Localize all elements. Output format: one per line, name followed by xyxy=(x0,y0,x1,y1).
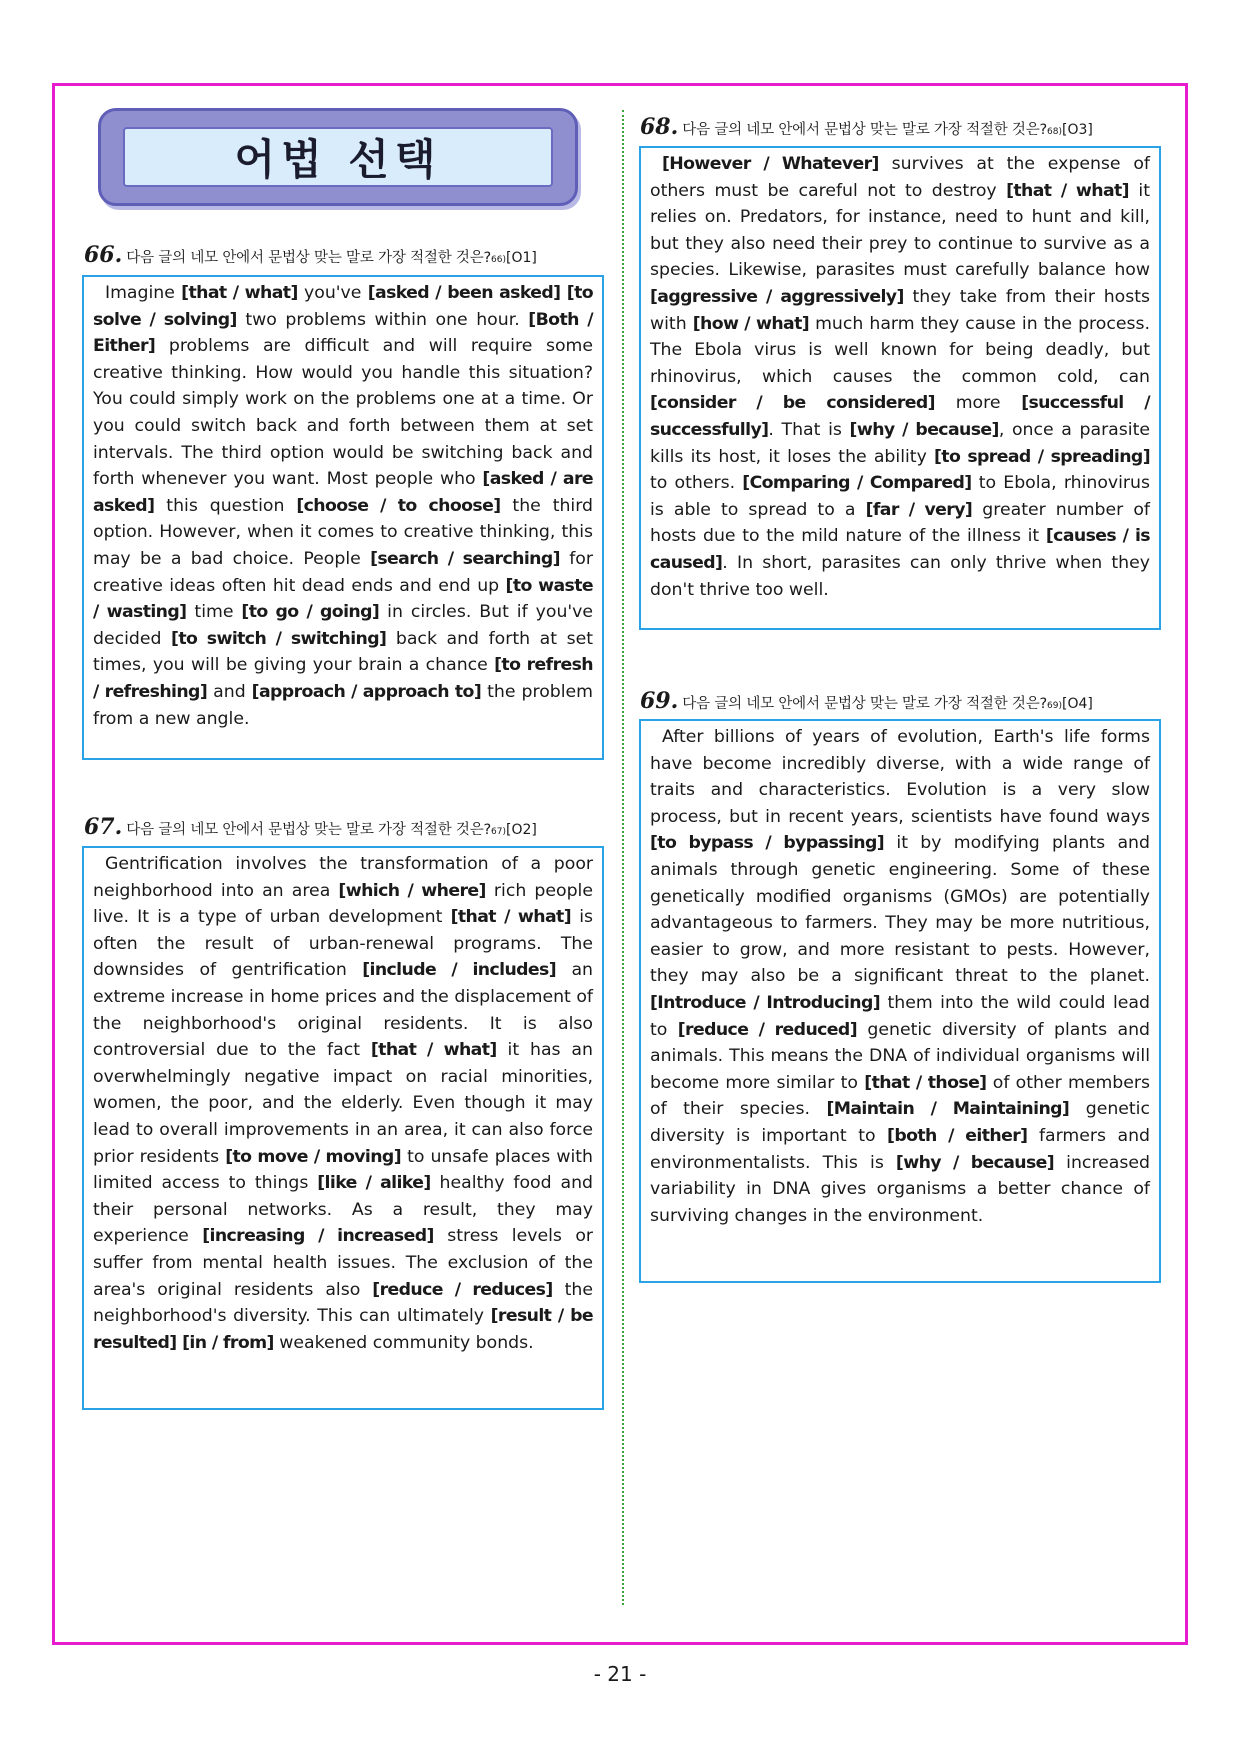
passage-text: you've xyxy=(297,283,368,303)
passage-text: the problem from a new angle. xyxy=(93,681,594,729)
grammar-choice: [that / what] xyxy=(370,1040,497,1061)
passage-text: Imagine xyxy=(105,283,182,303)
passage-text: genetic diversity is important to xyxy=(650,1099,1150,1146)
grammar-choice: [how / what] xyxy=(692,313,810,334)
passage-text: Gentrification involves the transformation of a poor neighborhood into an area xyxy=(93,854,593,901)
grammar-choice: [that / what] xyxy=(450,907,571,928)
grammar-choice: [that / what] xyxy=(1006,180,1129,201)
passage-text: it has an overwhelmingly negative impact on racial minorities, women, the poor, and the elderly. Even though it may lead to overall improvements in an area, it can also force prior residents xyxy=(93,1040,593,1167)
grammar-choice: [choose / to choose] xyxy=(296,495,501,516)
grammar-choice: [why / because] xyxy=(849,419,999,440)
grammar-choice: [reduce / reduced] xyxy=(677,1019,857,1040)
page-number: - 21 - xyxy=(593,1662,647,1686)
grammar-choice: [why / because] xyxy=(895,1152,1055,1173)
passage-text: to others. xyxy=(650,473,743,494)
question-ref: 69) xyxy=(1047,701,1062,711)
passage-text: farmers and environmentalists. This is xyxy=(650,1125,1150,1173)
passage-text: genetic diversity of plants and animals. This means the DNA of individual organisms will become more similar to xyxy=(650,1019,1150,1093)
grammar-choice: [Maintain / Maintaining] xyxy=(826,1099,1070,1120)
question-ref: 67) xyxy=(491,827,506,837)
grammar-choice: [Comparing / Compared] xyxy=(742,473,972,494)
question-ref: 66) xyxy=(491,255,506,265)
grammar-choice: [causes / is caused] xyxy=(650,526,1150,573)
grammar-choice: [reduce / reduces] xyxy=(372,1279,553,1300)
question-69-passage xyxy=(639,719,1161,1283)
question-code: [O4] xyxy=(1062,696,1093,712)
question-code: [O3] xyxy=(1062,122,1093,138)
grammar-choice: [to solve / solving] xyxy=(93,283,594,330)
question-68-passage xyxy=(639,146,1161,630)
question-ref: 68) xyxy=(1047,127,1062,137)
grammar-choice: [include / includes] xyxy=(362,960,557,981)
passage-text: it by modifying plants and animals through genetic engineering. Some of these genetically modified organisms (GMOs) are potentially advantageous to farmers. They may be more nutritious, easier to grow, and more resistant to pests. However, they may also be a significant threat to the planet. xyxy=(650,833,1150,987)
question-prompt: 다음 글의 네모 안에서 문법상 맞는 말로 가장 적절한 것은? xyxy=(682,122,1048,138)
grammar-choice: [which / where] xyxy=(338,880,486,901)
question-prompt: 다음 글의 네모 안에서 문법상 맞는 말로 가장 적절한 것은? xyxy=(126,250,492,266)
grammar-choice: [However / Whatever] xyxy=(662,154,879,174)
grammar-choice: [aggressive / aggressively] xyxy=(650,286,904,307)
section-title: 어법 선택 xyxy=(234,135,442,184)
question-number: 67. xyxy=(84,814,123,840)
question-number: 69. xyxy=(640,688,679,714)
question-69-header xyxy=(640,688,1093,714)
section-title-inner xyxy=(123,127,553,187)
grammar-choice: [both / either] xyxy=(887,1125,1028,1146)
grammar-choice: [Both / Either] xyxy=(93,309,594,357)
grammar-choice: [asked / are asked] xyxy=(93,469,593,516)
passage-text: After billions of years of evolution, Earth's life forms have become incredibly diverse, with a wide range of traits and characteristics. Evolution is a very slow process, but in recent years, scientists have found ways xyxy=(650,727,1150,827)
question-66-header xyxy=(84,242,537,268)
passage-text: weakened community bonds. xyxy=(273,1332,534,1353)
passage-text: back and forth at set times, you will be giving your brain a chance xyxy=(93,628,593,676)
grammar-choice: [to go / going] xyxy=(241,602,380,623)
passage-text: greater number of hosts due to the mild nature of the illness it xyxy=(650,499,1151,547)
grammar-choice: [to waste / wasting] xyxy=(93,575,593,623)
grammar-choice: [like / alike] xyxy=(317,1173,431,1194)
passage-text: stress levels or suffer from mental health issues. The exclusion of the area's original residents also xyxy=(93,1226,593,1300)
question-66-passage xyxy=(82,275,604,760)
question-number: 66. xyxy=(84,242,123,268)
grammar-choice: [consider / be considered] xyxy=(650,393,935,414)
grammar-choice: [search / searching] xyxy=(370,548,560,569)
passage-text: and xyxy=(207,681,252,702)
grammar-choice: [to refresh / refreshing] xyxy=(93,655,594,702)
passage-text: . In short, parasites can only thrive when they don't thrive too well. xyxy=(650,552,1150,600)
passage-text: much harm they cause in the process. The Ebola virus is well known for being deadly, but rhinovirus, which causes the common cold, can xyxy=(650,313,1150,387)
grammar-choice: [increasing / increased] xyxy=(202,1226,434,1247)
passage-text: they take from their hosts with xyxy=(650,286,1150,334)
passage-text: to Ebola, rhinovirus is able to spread to a xyxy=(650,473,1150,520)
question-prompt: 다음 글의 네모 안에서 문법상 맞는 말로 가장 적절한 것은? xyxy=(682,696,1048,712)
column-divider xyxy=(622,110,624,1605)
grammar-choice: [successful / successfully] xyxy=(650,393,1150,440)
grammar-choice: [that / what] xyxy=(181,283,298,303)
passage-text: healthy food and their personal networks. As a result, they may experience xyxy=(93,1173,593,1247)
passage-text: to unsafe places with limited access to things xyxy=(93,1146,593,1194)
passage-text: time xyxy=(186,602,242,623)
passage-text: it relies on. Predators, for instance, need to hunt and kill, but they also need their prey to continue to survive as a species. Likewise, parasites must carefully balance how xyxy=(650,180,1150,281)
passage-text: this question xyxy=(154,495,297,516)
question-prompt: 다음 글의 네모 안에서 문법상 맞는 말로 가장 적절한 것은? xyxy=(126,822,492,838)
passage-text: the third option. However, when it comes to creative thinking, this may be a bad choice. People xyxy=(93,495,593,569)
passage-text: of other members of their species. xyxy=(650,1072,1150,1120)
passage-text: more xyxy=(934,393,1022,414)
grammar-choice: [approach / approach to] xyxy=(251,681,482,702)
question-68-header xyxy=(640,114,1093,140)
passage-text: the neighborhood's diversity. This can ultimately xyxy=(93,1279,593,1327)
grammar-choice: [result / be resulted] xyxy=(93,1306,593,1353)
question-67-passage xyxy=(82,846,604,1410)
grammar-choice: [that / those] xyxy=(864,1072,987,1093)
grammar-choice: [to spread / spreading] xyxy=(933,446,1150,467)
grammar-choice: [far / very] xyxy=(865,499,973,520)
grammar-choice: [to bypass / bypassing] xyxy=(650,833,885,854)
passage-text: in circles. But if you've decided xyxy=(93,602,594,649)
passage-text: two problems within one hour. xyxy=(236,309,529,330)
grammar-choice: [Introduce / Introducing] xyxy=(650,992,881,1013)
passage-text: an extreme increase in home prices and the displacement of the neighborhood's original residents. It is also controversial due to the fact xyxy=(93,960,593,1061)
passage-text: for creative ideas often hit dead ends and end up xyxy=(93,548,593,596)
section-title-banner xyxy=(98,108,578,206)
grammar-choice: [to switch / switching] xyxy=(171,628,387,649)
passage-text: them into the wild could lead to xyxy=(650,992,1150,1040)
question-code: [O2] xyxy=(506,822,537,838)
grammar-choice: [in / from] xyxy=(182,1332,274,1353)
question-67-header xyxy=(84,814,537,840)
passage-text: is often the result of urban-renewal programs. The downsides of gentrification xyxy=(93,907,593,981)
passage-text: problems are difficult and will require some creative thinking. How would you handle this situation? You could simply work on the problems one at a time. Or you could switch back and forth between them at set intervals. The third option would be switching back and forth whenever you want. Most people who xyxy=(93,336,593,490)
passage-text: survives at the expense of others must be careful not to destroy xyxy=(650,154,1151,201)
question-number: 68. xyxy=(640,114,679,140)
passage-text: rich people live. It is a type of urban development xyxy=(93,880,593,928)
question-code: [O1] xyxy=(506,250,537,266)
passage-text: increased variability in DNA gives organisms a better chance of surviving changes in the environment. xyxy=(650,1152,1150,1226)
passage-text: . That is xyxy=(768,419,850,440)
passage-text: , once a parasite kills its host, it loses the ability xyxy=(650,419,1150,467)
grammar-choice: [to move / moving] xyxy=(225,1146,401,1167)
grammar-choice: [asked / been asked] xyxy=(367,283,561,303)
